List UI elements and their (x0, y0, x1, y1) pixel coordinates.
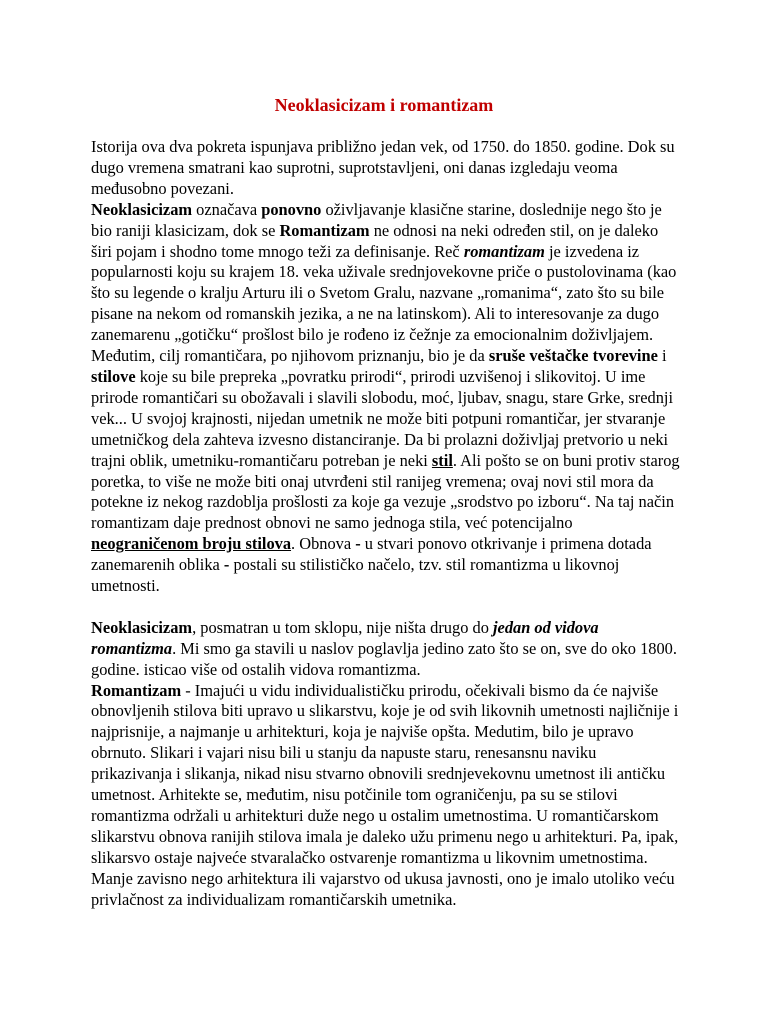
emphasized-text: Romantizam (279, 220, 370, 240)
text-run: oživljavanje klasične starine, doslednije nego što je bio raniji klasicizam, dok se (91, 199, 662, 240)
emphasized-text: jedan od vidova romantizma (91, 617, 599, 658)
emphasized-text: romantizam (463, 241, 545, 261)
text-run: označava (192, 199, 262, 219)
emphasized-text: neograničenom broju stilova (91, 534, 292, 554)
text-run: u stvari ponovo otkrivanje i primena dotada zanemarenih oblika (91, 534, 652, 575)
text-run: - Imajući u vidu individualističku prirodu, očekivali bismo da će najviše obnovljenih stilova biti upravo u slikarstvu, koje je od svih likovnih umetnosti najličnije i najprisnije, a najmanje u arhitekturi, koja je najviše opšta. Medutim, bilo je upravo obrnuto. Slikari i vajari nisu bili u stanju da napuste staru, renesansnu naviku prikazivanja i slikanja, nikad nisu stvarno obnovili srednjevekovnu umetnost ili antičku umetnost. Arhitekte se, međutim, nisu potčinile tom ograničenju, pa su se stilovi romantizma održali u arhitekturi duže nego u ostalim umetnostima. U romantičarskom slikarstvu obnova ranijih stilova imala je daleko užu primenu nego u arhitekturi. Pa, ipak, slikarsvo ostaje najveće stvaralačko ostvarenje romantizma u likovnim umetnostima. Manje zavisno nego arhitektura ili vajarstvo od ukusa javnosti, ono je imalo utoliko veću privlačnost za individualizam romantičarskih umetnika. (91, 680, 679, 909)
paragraph-spacer (91, 597, 681, 618)
text-run: , posmatran u tom sklopu, nije ništa drugo do (192, 617, 493, 637)
paragraph (91, 681, 681, 911)
emphasized-text: Neoklasicizam (91, 617, 193, 637)
emphasized-text: stilove (91, 366, 136, 386)
text-run: . Obnova (291, 534, 356, 554)
emphasized-text: ponovno (261, 199, 322, 219)
text-run: . Mi smo ga stavili u naslov poglavlja jedino zato što se on, sve do oko 1800. godine. isticao više od ostalih vidova romantizma. (91, 638, 677, 679)
paragraph (91, 137, 681, 200)
paragraph (91, 618, 681, 681)
text-run: koje su bile prepreka „povratku prirodi“, prirodi uzvišenoj i slikovitoj. U ime prirode romantičari su obožavali i slavili slobodu, moć, ljubav, snagu, stare Grke, srednji vek... U svojoj krajnosti, nijedan umetnik ne može biti potpuni romantičar, jer stvaranje umetničkog dela zahteva izvesno distanciranje. Da bi prolazni doživljaj pretvorio u neki trajni oblik, umetniku-romantičaru potreban je neki (91, 366, 674, 470)
document-body (91, 137, 681, 911)
text-run: ne odnosi na neki određen stil, on je daleko širi pojam i shodno tome mnogo teži za definisanje. Reč (91, 220, 659, 261)
text-run: . Ali pošto se on buni protiv starog poretka, to više ne može biti onaj utvrđeni stil ranijeg vremena; ovaj novi stil mora da potekne iz nekog razdoblja prošlosti za koje ga vezuje „srodstvo po izboru“. Na taj način romantizam daje prednost obnovi ne samo jednoga stila, već potencijalno (91, 450, 680, 533)
emphasized-text: - (223, 555, 230, 575)
text-run: postali su stilističko načelo, tzv. stil romantizma u likovnoj umetnosti. (91, 555, 620, 596)
text-run: i (657, 346, 667, 366)
emphasized-text: Neoklasicizam (91, 199, 193, 219)
paragraph (91, 200, 681, 597)
text-run: Istorija ova dva pokreta ispunjava približno jedan vek, od 1750. do 1850. godine. Dok su dugo vremena smatrani kao suprotni, suprotstavljeni, oni danas izgledaju veoma međusobno povezani. (91, 137, 675, 198)
emphasized-text: - (355, 534, 361, 554)
text-run: je izvedena iz popularnosti koju su krajem 18. veka uživale srednjovekovne priče o pustolovinama (kao što su legende o kralju Arturu ili o Svetom Gralu, nazvane „romanima“, zato što su bile pisane na nekom od romanskih jezika, a ne na latinskom). Ali to interesovanje za dugo zanemarenu „gotičku“ prošlost bilo je rođeno iz čežnje za emocionalnim doživljajem. Međutim, cilj romantičara, po njihovom priznanju, bio je da (91, 241, 677, 366)
emphasized-text: Romantizam (91, 680, 182, 700)
emphasized-text: sruše veštačke tvorevine (488, 346, 658, 366)
emphasized-text: stil (431, 450, 453, 470)
document-title: Neoklasicizam i romantizam (274, 95, 494, 115)
